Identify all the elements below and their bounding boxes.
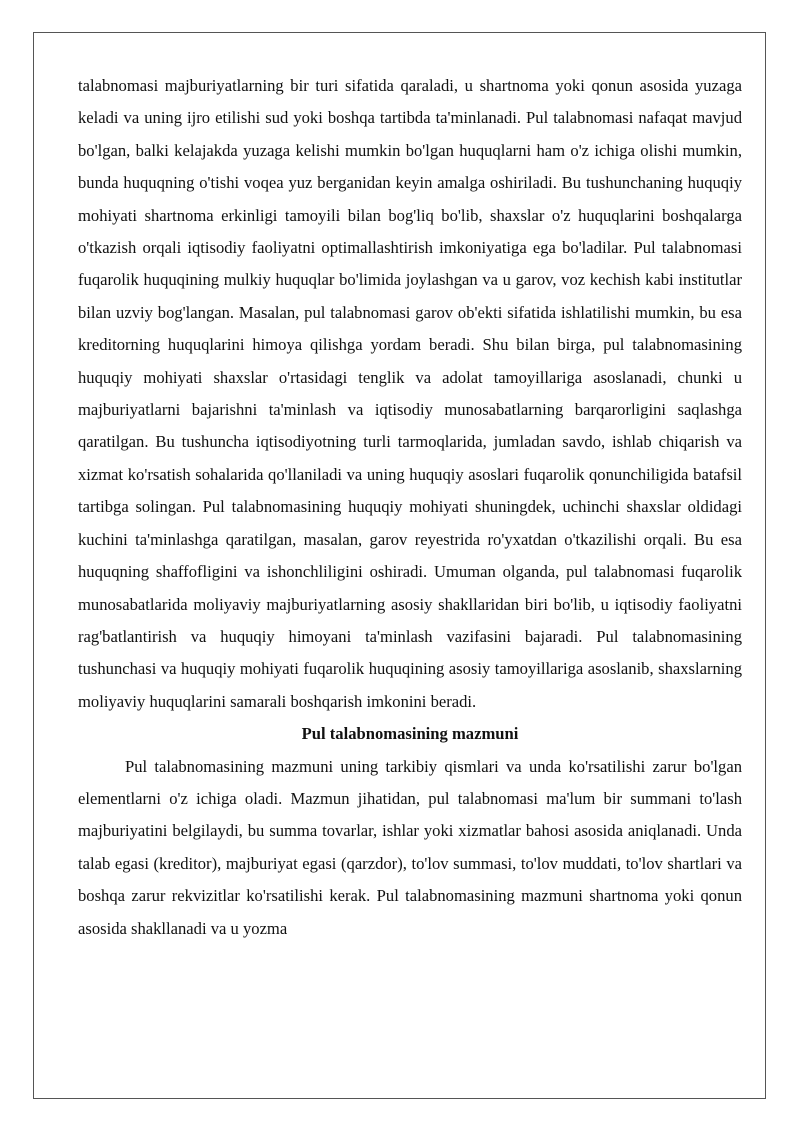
body-paragraph-2: Pul talabnomasining mazmuni uning tarkibiy qismlari va unda ko'rsatilishi zarur bo'lgan elementlarni o'z ichiga oladi. Mazmun jihatidan, pul talabnomasi ma'lum bir summani to'lash majburiyatini belgilaydi, bu summa tovarlar, ishlar yoki xizmatlar bahosi asosida aniqlanadi. Unda talab egasi (kreditor), majburiyat egasi (qarzdor), to'lov summasi, to'lov muddati, to'lov shartlari va boshqa zarur rekvizitlar ko'rsatilishi kerak. Pul talabnomasining mazmuni shartnoma yoki qonun asosida shakllanadi va u yozma [78,756,742,938]
section-heading: Pul talabnomasining mazmuni [301,724,519,744]
document-body [78,70,742,945]
body-paragraph-1: talabnomasi majburiyatlarning bir turi sifatida qaraladi, u shartnoma yoki qonun asosida yuzaga keladi va uning ijro etilishi sud yoki boshqa tartibda ta'minlanadi. Pul talabnomasi nafaqat mavjud bo'lgan, balki kelajakda yuzaga kelishi mumkin bo'lgan huquqlarni ham o'z ichiga olishi mumkin, bunda huquqning o'tishi voqea yuz berganidan keyin amalga oshiriladi. Bu tushunchaning huquqiy mohiyati shartnoma erkinligi tamoyili bilan bog'liq bo'lib, shaxslar o'z huquqlarini boshqalarga o'tkazish orqali iqtisodiy faoliyatni optimallashtirish imkoniyatiga ega bo'ladilar. Pul talabnomasi fuqarolik huquqining mulkiy huquqlar bo'limida joylashgan va u garov, voz kechish kabi institutlar bilan uzviy bog'langan. Masalan, pul talabnomasi garov ob'ekti sifatida ishlatilishi mumkin, bu esa kreditorning huquqlarini himoya qilishga yordam beradi. Shu bilan birga, pul talabnomasining huquqiy mohiyati shaxslar o'rtasidagi tenglik va adolat tamoyillariga asoslanadi, chunki u majburiyatlarni bajarishni ta'minlash va iqtisodiy munosabatlarning barqarorligini saqlashga qaratilgan. Bu tushuncha iqtisodiyotning turli tarmoqlarida, jumladan savdo, ishlab chiqarish va xizmat ko'rsatish sohalarida qo'llaniladi va uning huquqiy asoslari fuqarolik qonunchiligida batafsil tartibga solingan. Pul talabnomasining huquqiy mohiyati shuningdek, uchinchi shaxslar oldidagi kuchini ta'minlashga qaratilgan, masalan, garov reyestrida ro'yxatdan o'tkazilishi orqali. Bu esa huquqning shaffofligini va ishonchliligini oshiradi. Umuman olganda, pul talabnomasi fuqarolik munosabatlarida moliyaviy majburiyatlarning asosiy shakllaridan biri bo'lib, u iqtisodiy faoliyatni rag'batlantirish va huquqiy himoyani ta'minlash vazifasini bajaradi. Pul talabnomasining tushunchasi va huquqiy mohiyati fuqarolik huquqining asosiy tamoyillariga asoslanib, shaxslarning moliyaviy huquqlarini samarali boshqarish imkonini beradi. [78,76,742,711]
